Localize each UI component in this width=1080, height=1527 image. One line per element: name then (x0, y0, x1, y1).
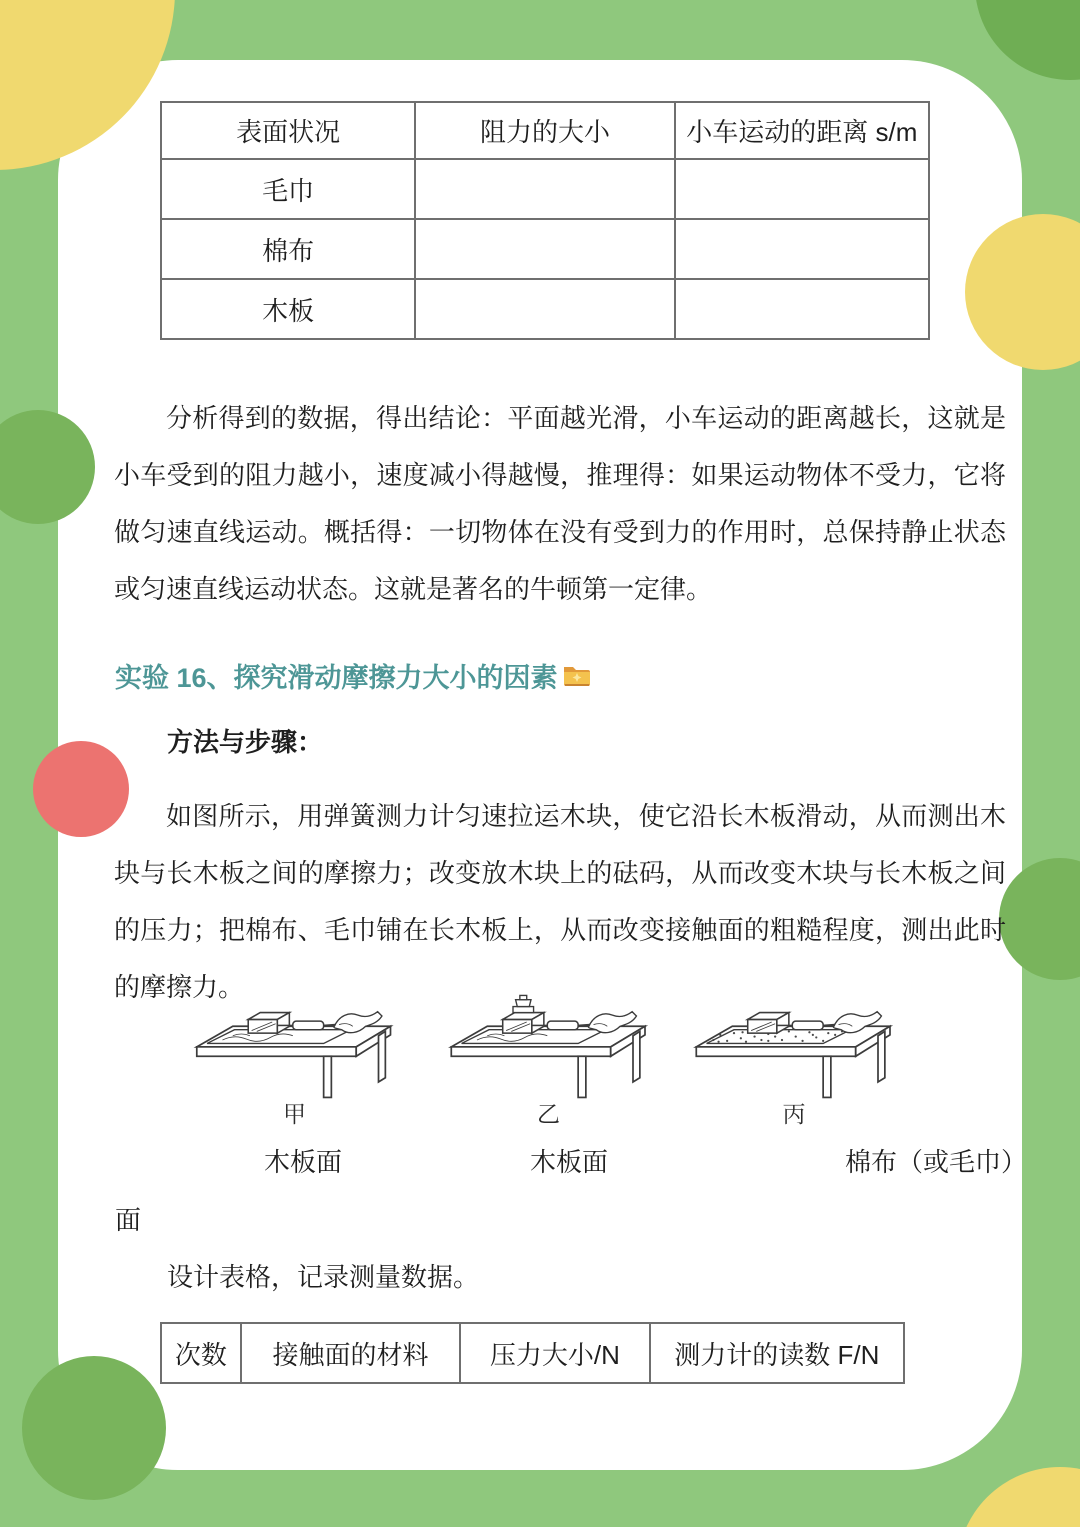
table-row (161, 279, 929, 339)
experiment-figure-jia (172, 992, 417, 1129)
folder-icon (562, 662, 592, 689)
table-cell: 棉布 (161, 219, 415, 279)
column-header: 压力大小/N (460, 1323, 650, 1383)
table-cell (675, 159, 929, 219)
surface-label-2: 木板面 (530, 1147, 609, 1177)
measurement-table (160, 1322, 905, 1384)
experiment-figures (172, 992, 908, 1126)
table-cell: 毛巾 (161, 159, 415, 219)
table-cell (415, 159, 674, 219)
column-header: 次数 (161, 1323, 241, 1383)
column-header: 接触面的材料 (241, 1323, 460, 1383)
table-cell (415, 219, 674, 279)
column-header: 小车运动的距离 s/m (675, 102, 929, 159)
table-header-row (161, 1323, 904, 1383)
analysis-paragraph: 分析得到的数据，得出结论：平面越光滑，小车运动的距离越长，这就是小车受到的阻力越小，速度减小得越慢，推理得：如果运动物体不受力，它将做匀速直线运动。概括得：一切物体在没有受到力的作用时，总保持静止状态或匀速直线运动状态。这就是著名的牛顿第一定律。 (114, 403, 1006, 604)
figure-caption: 乙 (537, 1101, 560, 1127)
column-header: 测力计的读数 F/N (650, 1323, 904, 1383)
table-cell (415, 279, 674, 339)
surface-label-overflow: 面 (115, 1205, 142, 1235)
surface-label-3: 棉布（或毛巾） (845, 1147, 1028, 1177)
method-paragraph: 如图所示，用弹簧测力计匀速拉运木块，使它沿长木板滑动，从而测出木块与长木板之间的摩擦力；改变放木块上的砝码，从而改变木块与长木板之间的压力；把棉布、毛巾铺在长木板上，从而改变接触面的粗糙程度，测出此时的摩擦力。 (114, 801, 1006, 1002)
table-cell (675, 219, 929, 279)
experiment-heading (115, 656, 592, 695)
surface-label-1: 木板面 (264, 1147, 343, 1177)
experiment-figure-bing (680, 992, 908, 1129)
table-row (161, 219, 929, 279)
table-cell: 木板 (161, 279, 415, 339)
figure-caption: 甲 (283, 1101, 306, 1127)
method-label: 方法与步骤： (167, 727, 324, 757)
column-header: 表面状况 (161, 102, 415, 159)
experiment-heading-text: 实验 16、探究滑动摩擦力大小的因素 (115, 663, 558, 693)
table-cell (675, 279, 929, 339)
column-header: 阻力的大小 (415, 102, 674, 159)
table-row (161, 159, 929, 219)
resistance-table (160, 101, 930, 340)
experiment-figure-yi (441, 992, 657, 1129)
design-note: 设计表格，记录测量数据。 (167, 1262, 480, 1292)
table-header-row (161, 102, 929, 159)
figure-caption: 丙 (782, 1101, 806, 1127)
